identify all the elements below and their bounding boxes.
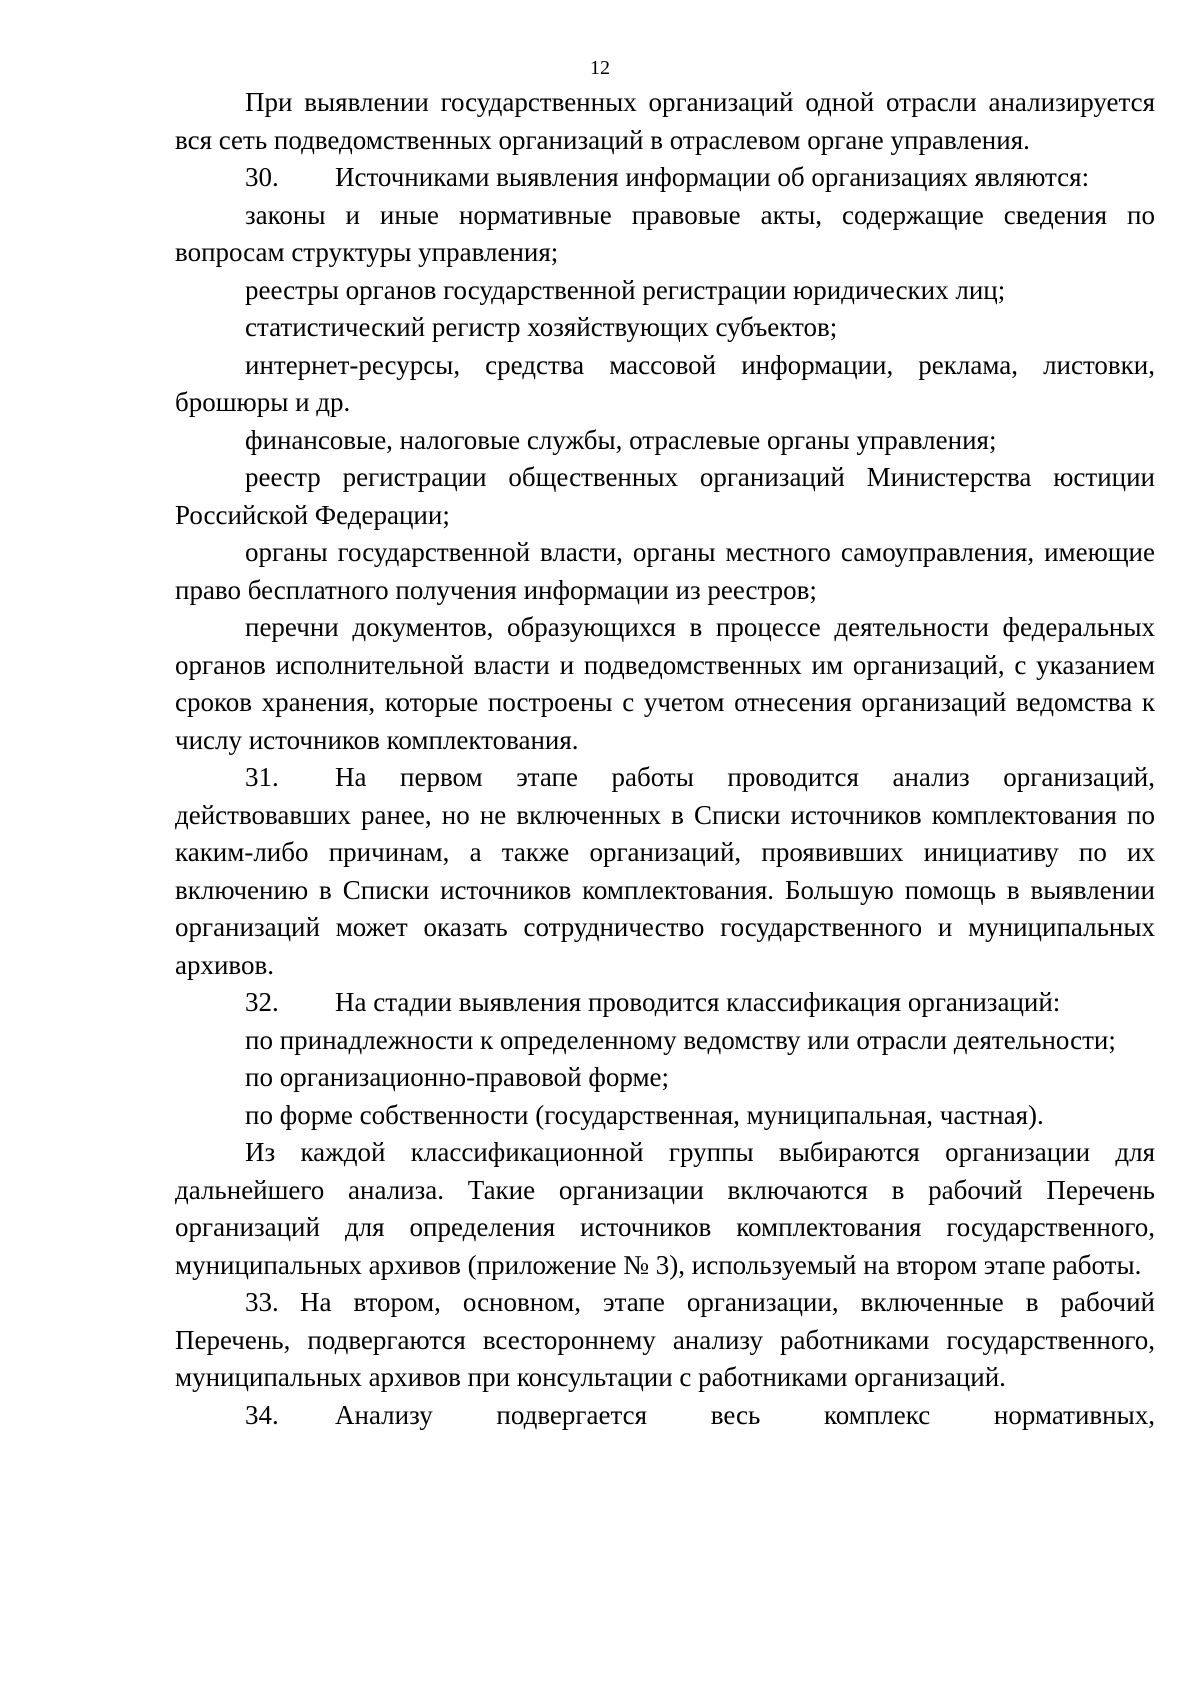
paragraph-text: На втором, основном, этапе организации, включенные в рабочий Перечень, подвергаются всестороннему анализу работниками государственного, муниципальных архивов при консультации с работниками организаций. — [175, 1287, 1155, 1392]
paragraph: по принадлежности к определенному ведомству или отрасли деятельности; — [245, 1024, 1116, 1055]
paragraph: финансовые, налоговые службы, отраслевые органы управления; — [245, 424, 997, 455]
paragraph-text: Источниками выявления информации об организациях являются: — [335, 162, 1090, 192]
paragraph-number: 34. — [245, 1399, 279, 1430]
paragraph-33 — [175, 1284, 1155, 1397]
paragraph: реестр регистрации общественных организаций Министерства юстиции Российской Федерации; — [175, 462, 1155, 530]
paragraph: интернет-ресурсы, средства массовой информации, реклама, листовки, брошюры и др. — [175, 349, 1155, 417]
paragraph-31 — [175, 759, 1155, 984]
paragraph-34 — [175, 1397, 1155, 1435]
paragraph-text: На стадии выявления проводится классификация организаций: — [335, 987, 1061, 1017]
paragraph: законы и иные нормативные правовые акты, содержащие сведения по вопросам структуры управления; — [175, 199, 1155, 267]
paragraph: При выявлении государственных организаций одной отрасли анализируется вся сеть подведомственных организаций в отраслевом органе управления. — [175, 87, 1155, 155]
paragraph: реестры органов государственной регистрации юридических лиц; — [245, 274, 1006, 305]
paragraph-number: 31. — [245, 762, 279, 792]
paragraph-number: 32. — [245, 987, 279, 1017]
paragraph: по форме собственности (государственная, муниципальная, частная). — [245, 1099, 1044, 1130]
page-number: 12 — [590, 57, 610, 79]
paragraph-number: 30. — [245, 162, 279, 192]
paragraph: статистический регистр хозяйствующих субъектов; — [245, 312, 838, 342]
paragraph: перечни документов, образующихся в процессе деятельности федеральных органов исполнительной власти и подведомственных им организаций, с указанием сроков хранения, которые построены с учетом отнесения организаций ведомства к числу источников комплектования. — [175, 612, 1155, 755]
paragraph: по организационно-правовой форме; — [245, 1062, 670, 1092]
paragraph-number: 33. — [245, 1287, 279, 1317]
paragraph: органы государственной власти, органы местного самоуправления, имеющие право бесплатного получения информации из реестров; — [175, 537, 1155, 605]
paragraph: Из каждой классификационной группы выбираются организации для дальнейшего анализа. Такие организации включаются в рабочий Перечень организаций для определения источников комплектования государственного, муниципальных архивов (приложение № 3), используемый на втором этапе работы. — [175, 1137, 1155, 1280]
paragraph-text: Анализу подвергается весь комплекс нормативных, — [335, 1399, 1155, 1430]
paragraph-30 — [175, 159, 1155, 197]
paragraph-text: На первом этапе работы проводится анализ организаций, действовавших ранее, но не включенных в Списки источников комплектования по каким-либо причинам, а также организаций, проявивших инициативу по их включению в Списки источников комплектования. Большую помощь в выявлении организаций может оказать сотрудничество государственного и муниципальных архивов. — [175, 762, 1155, 980]
document-body — [175, 84, 1155, 1434]
paragraph-32 — [175, 984, 1155, 1022]
